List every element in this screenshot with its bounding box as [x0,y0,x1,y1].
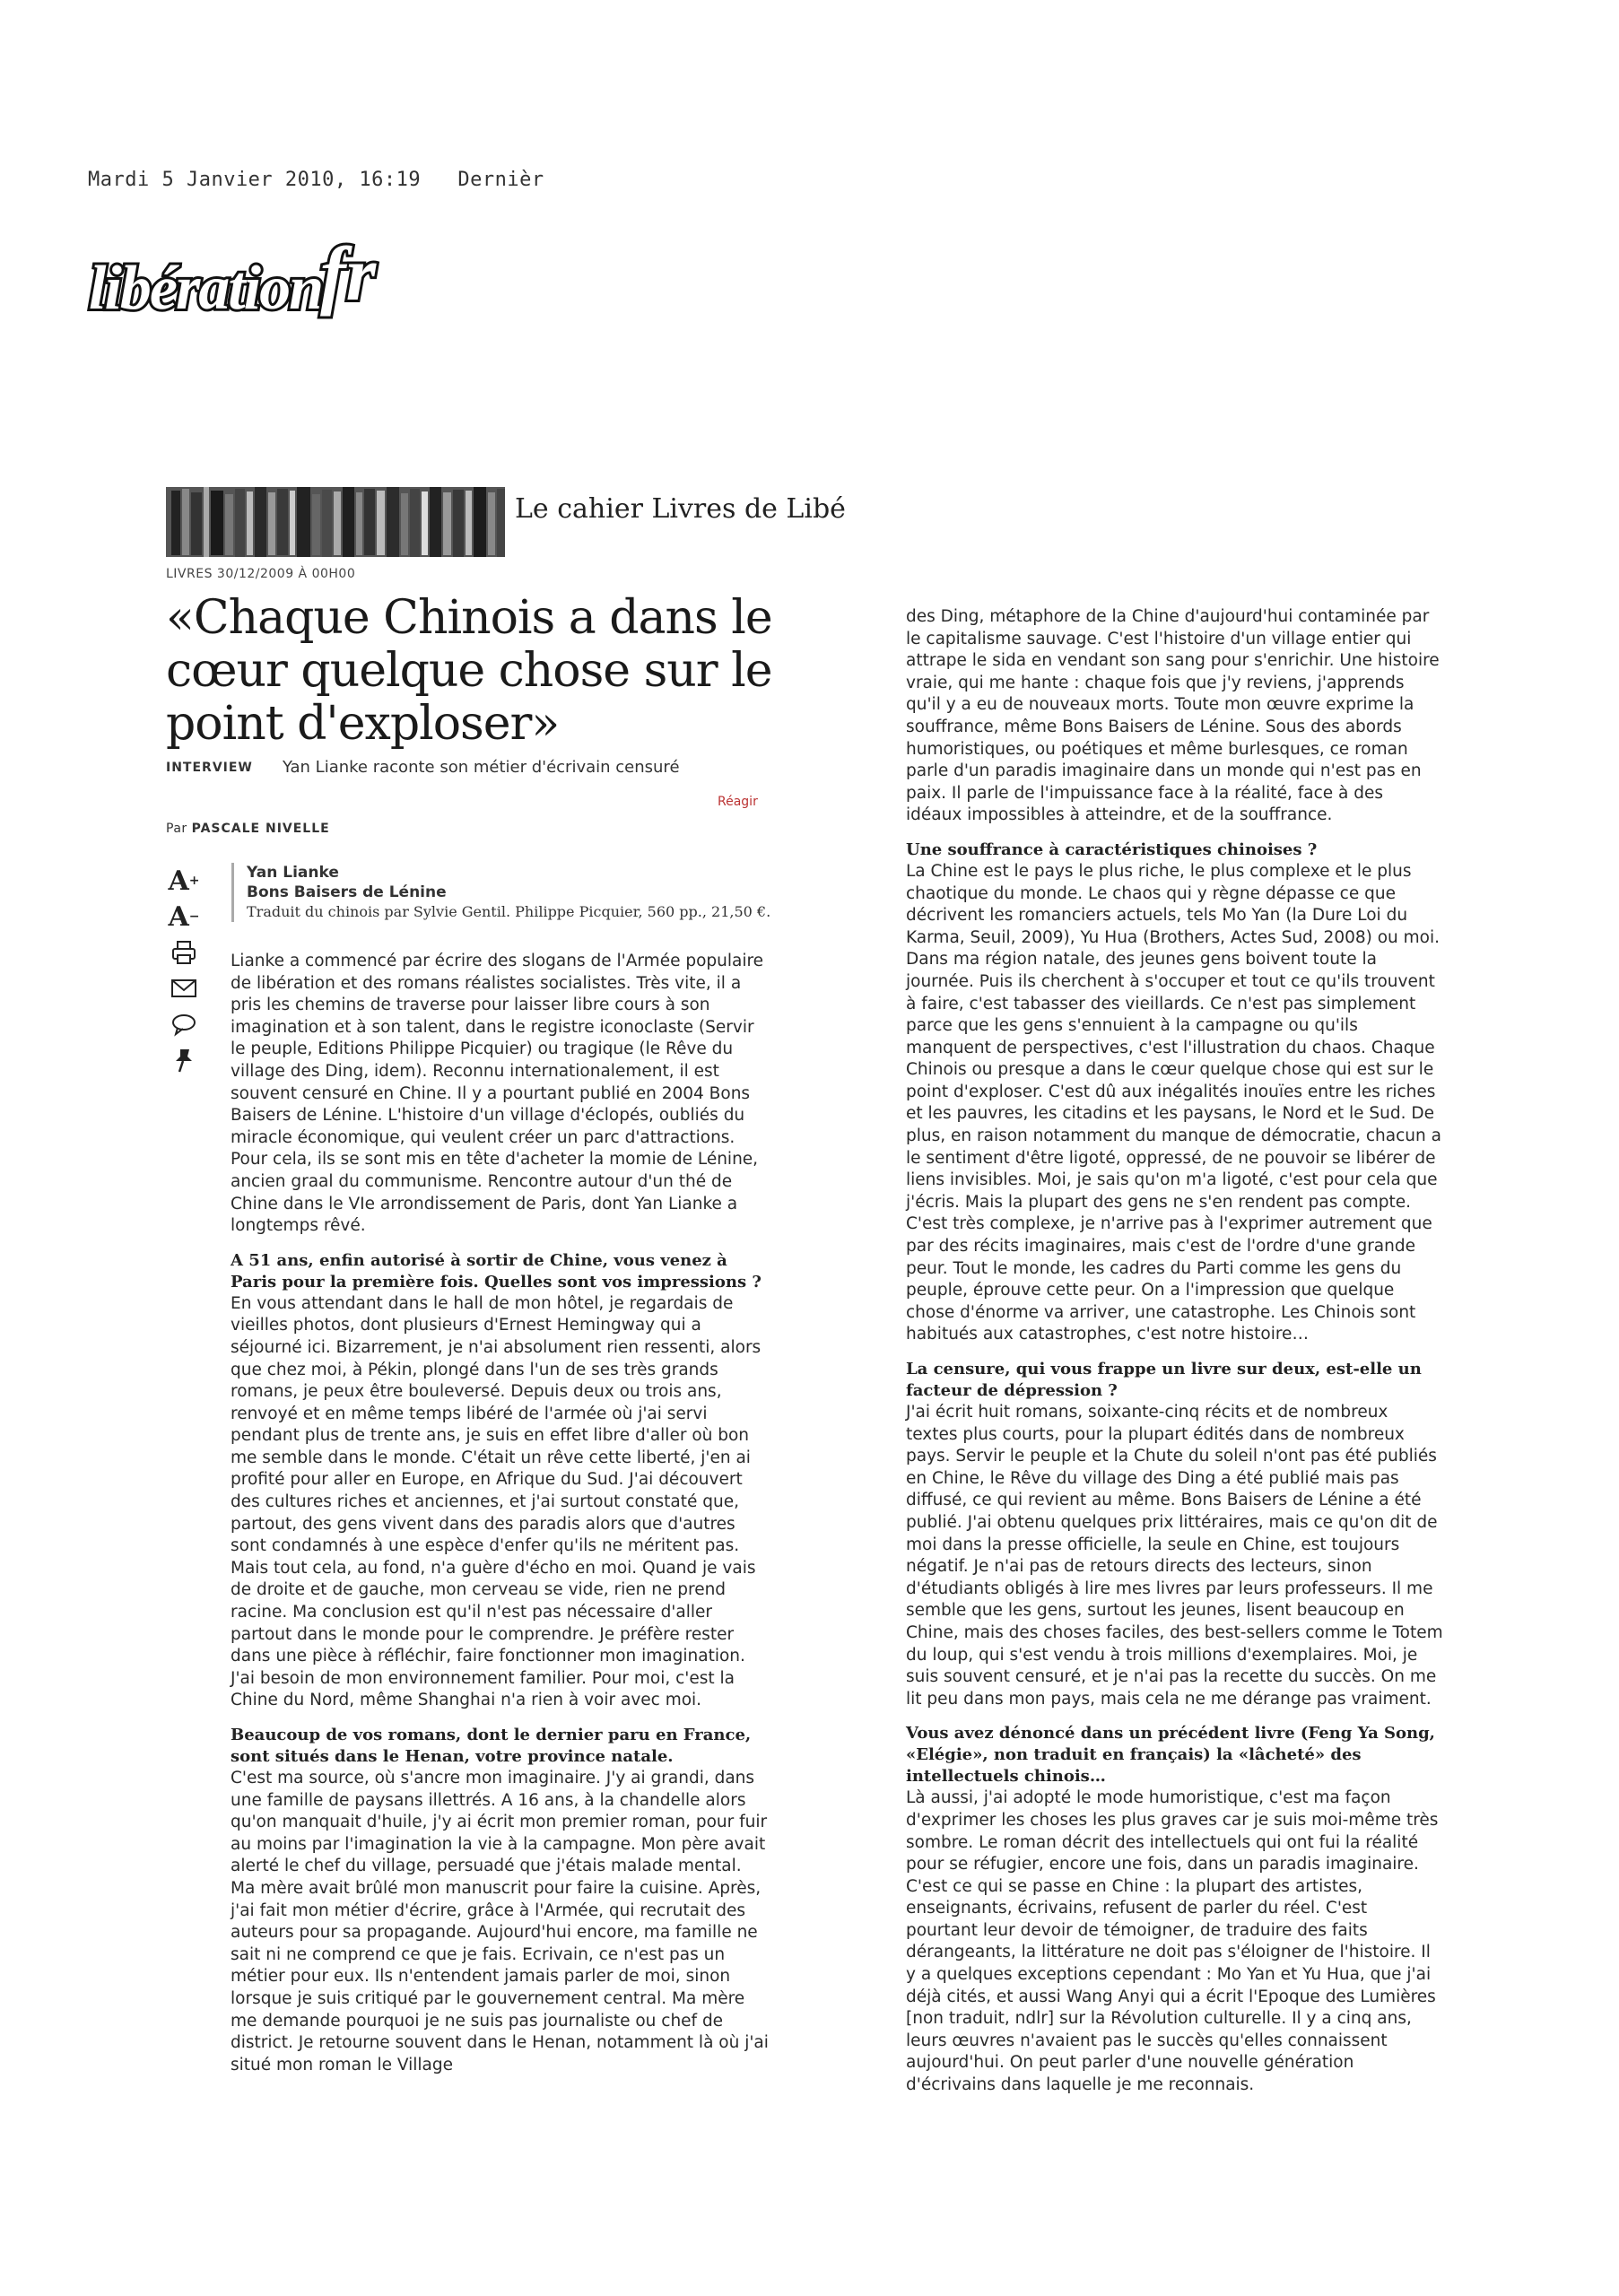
question-3: Une souffrance à caractéristiques chinoises ? [906,839,1318,859]
question-1: A 51 ans, enfin autorisé à sortir de Chine, vous venez à Paris pour la première fois. Quelles sont vos impressions ? [231,1250,762,1292]
question-4: La censure, qui vous frappe un livre sur deux, est-elle un facteur de dépression ? [906,1360,1422,1400]
decrease-text-button[interactable]: A − [168,900,200,933]
question-5: Vous avez dénoncé dans un précédent livre (Feng Ya Song, «Elégie», non traduit en français) la «lâcheté» des intellectuels chinois… [906,1724,1435,1787]
timestamp: Mardi 5 Janvier 2010, 16:19 [88,169,422,191]
interview-label: INTERVIEW [166,761,253,775]
increase-text-icon: A [168,865,189,897]
intro-paragraph: Lianke a commencé par écrire des slogans de l'Armée populaire de libération et des romans réalistes socialistes. Très vite, il a pris les chemins de traverse pour laisser libre cours à son imagination et à son talent, dans le registre iconoclaste (Servir le peuple, Editions Philippe Picquier) ou tragique (le Rêve du village des Ding, idem). Reconnu internationalement, il est souvent censuré en Chine. Il y a pourtant publié en 2004 Bons Baisers de Lénine. L'histoire d'un village d'éclopés, oubliés du miracle économique, qui veulent créer un parc d'attractions. Pour cela, ils se sont mis en tête d'acheter la momie de Lénine, ancien graal du communisme. Rencontre autour d'un thé de Chine dans le VIe arrondissement de Paris, dont Yan Lianke a longtemps rêvé. [231,952,764,1236]
liberation-logo [85,222,395,328]
question-2: Beaucoup de vos romans, dont le dernier paru en France, sont situés dans le Henan, votre province natale. [231,1726,752,1766]
mail-button[interactable] [166,970,202,1006]
comment-icon [170,1012,197,1037]
pin-button[interactable] [166,1042,202,1078]
bookshelf-banner-image [166,487,505,557]
book-reference [231,863,780,922]
article-column-right [906,606,1444,2109]
react-link[interactable]: Réagir [718,795,758,809]
book-author: Yan Lianke [247,864,339,882]
book-credits: Traduit du chinois par Sylvie Gentil. Philippe Picquier, 560 pp., 21,50 €. [247,903,771,920]
answer-5: Là aussi, j'ai adopté le mode humoristique, c'est ma façon d'exprimer les choses les plus graves car je suis moi-même très sombre. Le roman décrit des intellectuels qui ont fui la réalité pour se réfugier, encore une fois, dans un paradis imaginaire. C'est ce qui se passe en Chine : la plupart des artistes, enseignants, écrivains, refusent de parler du réel. C'est pourtant leur devoir de témoigner, de traduire des faits dérangeants, la littérature ne doit pas s'éloigner de l'histoire. Il y a quelques exceptions cependant : Mo Yan et Yu Hua, que j'ai déjà cités, et aussi Wang Anyi qui a écrit l'Epoque des Lumières [non traduit, ndlr] sur la Révolution culturelle. Il y a cinq ans, leurs œuvres n'avaient pas le succès qu'elles connaissent aujourd'hui. On peut parler d'une nouvelle génération d'écrivains dans laquelle je me reconnais. [906,1788,1439,2095]
byline [166,822,330,836]
article-title: «Chaque Chinois a dans le cœur quelque chose sur le point d'exploser» [166,591,772,751]
increase-text-button[interactable]: A + [168,865,200,897]
print-button[interactable] [166,935,202,970]
article-column-left [231,951,769,2089]
book-title: Bons Baisers de Lénine [247,883,447,901]
answer-2: C'est ma source, où s'ancre mon imaginaire. J'y ai grandi, dans une famille de paysans illettrés. A 16 ans, à la chandelle alors qu'on manquait d'huile, j'y ai écrit mon premier roman, pour fuir au moins par l'imagination la vie à la campagne. Mon père avait alerté le chef du village, persuadé que j'étais malade mental. Ma mère avait brûlé mon manuscrit pour faire la cuisine. Après, j'ai fait mon métier d'écrire, grâce à l'Armée, qui recrutait des auteurs pour sa propagande. Aujourd'hui encore, ma famille ne sait ni ne comprend ce que je fais. Ecrivain, ce n'est pas un métier pour eux. Ils n'entendent jamais parler de moi, sinon lorsque je suis critiqué par le gouvernement central. Ma mère me demande pourquoi je ne suis pas journaliste ou chef de district. Je retourne souvent dans le Henan, notamment là où j'ai situé mon roman le Village [231,1769,769,2074]
article-meta: LIVRES 30/12/2009 À 00H00 [166,567,356,581]
answer-3: La Chine est le pays le plus riche, le plus complexe et le plus chaotique du monde. Le chaos qui y règne dépasse ce que décrivent les romanciers actuels, tels Mo Yan (la Dure Loi du Karma, Seuil, 2009), Yu Hua (Brothers, Actes Sud, 2008) ou moi. Dans ma région natale, des jeunes gens boivent toute la journée. Puis ils cherchent à s'occuper et tout ce qu'ils trouvent à faire, c'est tabasser des vieillards. Ce n'est pas simplement parce que les gens s'ennuient à la campagne ou qu'ils manquent de perspectives, c'est l'illustration du chaos. Chaque Chinois ou presque a dans le cœur quelque chose qui est sur le point d'exploser. C'est dû aux inégalités inouïes entre les riches et les pauvres, les citadins et les paysans, le Nord et le Sud. De plus, en raison notamment du manque de démocratie, chacun a le sentiment d'être ligoté, oppressé, de ne pouvoir se libérer de liens invisibles. Moi, je sais qu'on m'a ligoté, c'est pour cela que j'écris. Mais la plupart des gens ne s'en rendent pas compte. C'est très complexe, je n'arrive pas à l'exprimer autrement que par des récits imaginaires, mais c'est de l'ordre d'une grande peur. Tout le monde, les cadres du Parti comme les gens du peuple, éprouve cette peur. On a l'impression que quelque chose d'énorme va arriver, une catastrophe. Les Chinois sont habitués aux catastrophes, c'est notre histoire… [906,861,1441,1344]
answer-1: En vous attendant dans le hall de mon hôtel, je regardais de vieilles photos, dont plusieurs d'Ernest Hemingway qui a séjourné ici. Bizarrement, je n'ai absolument rien ressenti, alors que chez moi, à Pékin, plongé dans l'un de ses très grands romans, je peux être bouleversé. Depuis deux ou trois ans, renvoyé et en même temps libéré de l'armée où j'ai servi pendant plus de trente ans, je suis en effet libre d'aller où bon me semble dans le monde. C'était un rêve cette liberté, j'en ai profité pour aller en Europe, en Afrique du Sud. J'ai découvert des cultures riches et anciennes, et j'ai surtout constaté que, partout, des gens vivent dans des paradis alors que d'autres sont condamnés à une espèce d'enfer qu'ils ne méritent pas. Mais tout cela, au fond, n'a guère d'écho en moi. Quand je vais de droite et de gauche, mon cerveau se vide, rien ne prend racine. Ma conclusion est qu'il n'est pas nécessaire d'aller partout dans le monde pour le comprendre. Je préfère rester dans une pièce à réfléchir, faire fonctionner mon imagination. J'ai besoin de mon environnement familier. Pour moi, c'est la Chine du Nord, même Shanghai n'a rien à voir avec moi. [231,1293,762,1710]
printer-icon [170,939,197,966]
section-label: Le cahier Livres de Libé [515,493,846,525]
article-tools [166,863,202,1078]
timestamp-suffix: Dernièr [457,169,544,191]
timestamp-line [88,169,544,191]
article-subtitle: Yan Lianke raconte son métier d'écrivain censuré [283,758,680,777]
answer-4: J'ai écrit huit romans, soixante-cinq récits et de nombreux textes plus courts, pour la plupart édités dans de nombreux pays. Servir le peuple et la Chute du soleil n'ont pas été publiés en Chine, le Rêve du village des Ding a été publié mais pas diffusé, ce qui revient au même. Bons Baisers de Lénine a été publié. J'ai obtenu quelques prix littéraires, mais ce qu'on dit de moi dans la presse officielle, la seule en Chine, est toujours négatif. Je n'ai pas de retours directs des lecteurs, sinon d'étudiants obligés à lire mes livres par leurs professeurs. Il me semble que les gens, surtout les jeunes, lisent beaucoup en Chine, mais des choses faciles, des best-sellers comme le Totem du loup, qui s'est vendu à trois millions d'exemplaires. Moi, je suis souvent censuré, et je n'ai pas la recette du succès. On me lit peu dans mon pays, mais cela ne me dérange pas vraiment. [906,1403,1443,1709]
answer-2-continued: des Ding, métaphore de la Chine d'aujourd'hui contaminée par le capitalisme sauvage. C'est l'histoire d'un village entier qui attrape le sida en vendant son sang pour s'enrichir. Une histoire vraie, qui me hante : chaque fois que j'y reviens, j'apprends qu'il y a eu de nouveaux morts. Toute mon œuvre exprime la souffrance, même Bons Baisers de Lénine. Sous des abords humoristiques, ou poétiques et même burlesques, ce roman parle d'un paradis imaginaire dans un monde qui n'est pas en paix. Il parle de l'impuissance face à la réalité, face à des idéaux impossibles à atteindre, et de la souffrance. [906,607,1440,825]
logo-suffix: fr [320,230,377,317]
byline-prefix: Par [166,822,187,836]
byline-author: PASCALE NIVELLE [191,822,330,836]
comment-button[interactable] [166,1006,202,1042]
pin-icon [172,1047,196,1074]
logo-text: libération [89,254,323,323]
decrease-text-icon: A [168,900,189,933]
mail-icon [170,978,197,999]
